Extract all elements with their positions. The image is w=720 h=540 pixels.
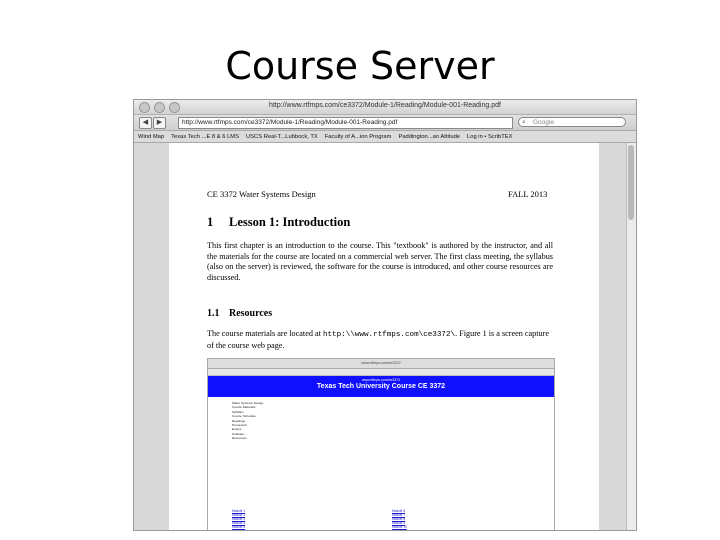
screenshot-line: Course Materials <box>232 405 256 410</box>
pdf-header-left: CE 3372 Water Systems Design <box>207 189 316 199</box>
screenshot-banner <box>208 376 554 397</box>
screenshot-line: Course Schedule <box>232 414 256 419</box>
screenshot-module-link: Module 5 <box>232 525 246 529</box>
bookmark-item[interactable]: Wind Map <box>138 133 165 140</box>
pdf-viewport[interactable] <box>134 143 636 530</box>
screenshot-module-link: Module 1 <box>232 509 246 513</box>
search-placeholder: Google <box>533 119 554 126</box>
subsection-number: 1.1 <box>207 308 220 319</box>
screenshot-module-link: Module 6 <box>392 509 406 513</box>
bookmark-item[interactable]: USCS Real-T...Lubbock, TX <box>246 133 318 140</box>
course-webpage-screenshot <box>207 358 555 531</box>
screenshot-line: Readings <box>232 418 246 423</box>
browser-toolbar <box>134 115 636 131</box>
screenshot-banner-title: Texas Tech University Course CE 3372 <box>316 383 446 390</box>
resources-text-post: . Figure 1 is a screen capture of the course web page. <box>207 329 549 350</box>
screenshot-line: Software <box>232 431 245 436</box>
pdf-header-right: FALL 2013 <box>508 189 548 199</box>
bookmark-item[interactable]: Paddington...an Attitude <box>398 133 461 140</box>
forward-button[interactable]: ▶ <box>153 117 166 129</box>
subsection-heading <box>207 308 272 319</box>
bookmark-item[interactable]: Log in • ScribTEX <box>467 133 513 140</box>
screenshot-left-column <box>232 509 245 529</box>
vertical-scrollbar[interactable] <box>626 143 636 530</box>
screenshot-line: Homework <box>232 423 247 428</box>
screenshot-module-link: Module 7 <box>392 513 406 517</box>
section-heading <box>207 215 350 230</box>
screenshot-line: Exams <box>232 427 242 432</box>
screenshot-module-link: Module 10 <box>392 525 407 529</box>
screenshot-titlebar: www.rtfmps.com/ce3372 <box>208 359 554 369</box>
slide-title: Course Server <box>225 44 495 88</box>
screenshot-module-link: Module 4 <box>232 521 246 525</box>
scrollbar-thumb[interactable] <box>628 145 634 220</box>
browser-window <box>133 99 637 531</box>
window-title: http://www.rtfmps.com/ce3372/Module-1/Reading/Module-001-Reading.pdf <box>269 102 501 109</box>
screenshot-banner-url: www.rtfmps.com/ce3372 <box>361 378 401 382</box>
subsection-title: Resources <box>229 308 273 319</box>
screenshot-module-link: Module 8 <box>392 517 406 521</box>
pdf-page <box>169 143 599 530</box>
address-bar[interactable]: http://www.rtfmps.com/ce3372/Module-1/Reading/Module-001-Reading.pdf <box>178 117 513 129</box>
screenshot-line: Syllabus <box>232 409 244 414</box>
back-button[interactable]: ◀ <box>139 117 152 129</box>
screenshot-line: Resources <box>232 436 247 441</box>
screenshot-body <box>208 397 554 441</box>
search-field[interactable] <box>518 117 626 127</box>
section-number: 1 <box>207 215 214 229</box>
search-icon: ⌕ <box>522 119 526 126</box>
resources-paragraph <box>207 329 553 351</box>
screenshot-module-link: Module 3 <box>232 517 246 521</box>
bookmarks-bar <box>134 131 636 143</box>
screenshot-bookmarks <box>208 369 554 376</box>
screenshot-module-link: Module 9 <box>392 521 406 525</box>
screenshot-line: Water Systems Design <box>232 401 264 405</box>
bookmark-item[interactable]: Texas Tech ...E 8 & 6 LMS <box>171 133 239 140</box>
course-url-link[interactable]: http:\\www.rtfmps.com\ce3372\ <box>322 331 456 339</box>
window-titlebar <box>134 100 636 115</box>
screenshot-right-column <box>392 509 407 529</box>
intro-paragraph: This first chapter is an introduction to the course. This "textbook" is authored by the instructor, and all the materials for the course are located on a commercial web server. The first class meeting, the syllabus (also on the server) is reviewed, the software for the course is introduced, and other course resources are discussed. <box>207 241 553 282</box>
resources-text-pre: The course materials are located at <box>207 329 323 338</box>
bookmark-item[interactable]: Faculty of A...ion Program <box>324 133 392 140</box>
section-title: Lesson 1: Introduction <box>229 215 351 229</box>
screenshot-module-link: Module 2 <box>232 513 246 517</box>
